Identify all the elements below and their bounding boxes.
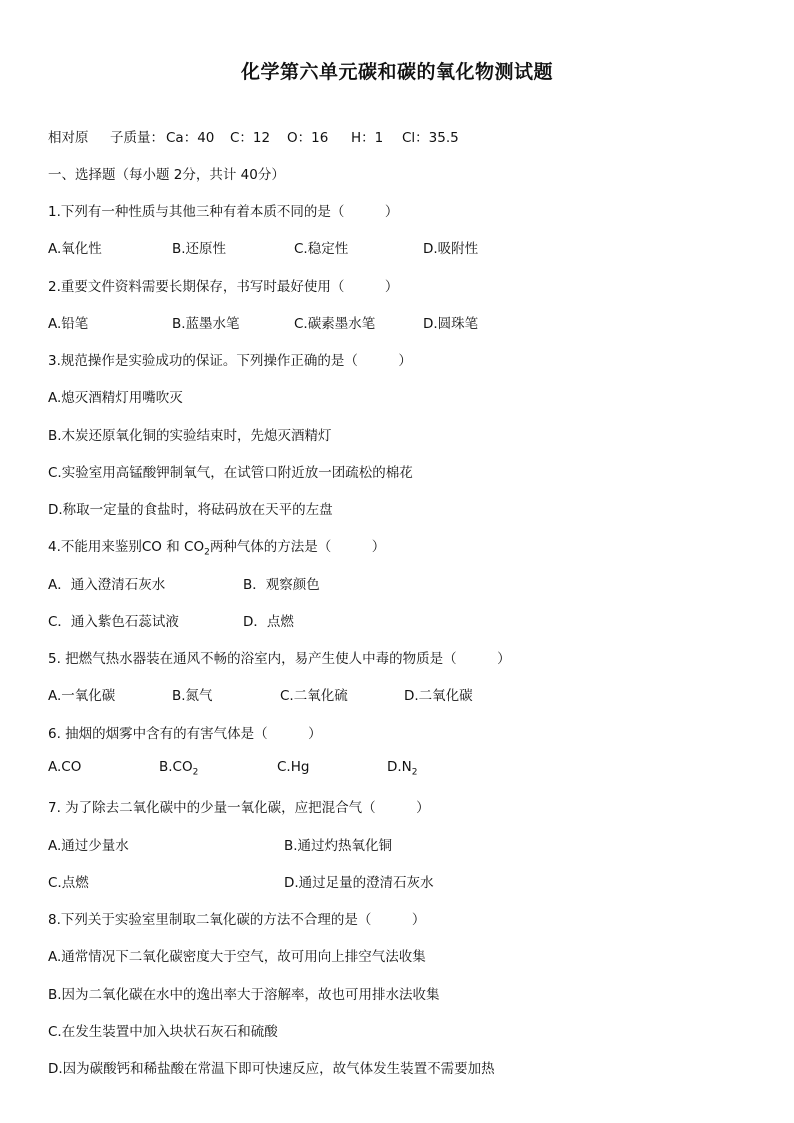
atomic-mass-c: C：12 [230, 130, 271, 146]
option-b[interactable]: B．观察颜色 [243, 577, 320, 593]
question-7-stem: 7. 为了除去二氧化碳中的少量一氧化碳，应把混合气（ ） [48, 800, 430, 816]
option-b[interactable]: B.木炭还原氧化铜的实验结束时，先熄灭酒精灯 [48, 428, 332, 444]
question-3-stem: 3.规范操作是实验成功的保证。下列操作正确的是（ ） [48, 353, 412, 369]
option-d-text: D.N [387, 759, 412, 775]
question-4-stem-b: 两种气体的方法是（ ） [209, 539, 386, 555]
option-d-subscript: 2 [411, 767, 418, 778]
atomic-mass-label-b: 子质量： [110, 130, 164, 146]
option-d[interactable]: D.吸附性 [423, 241, 479, 257]
option-c[interactable]: C．通入紫色石蕊试液 [48, 614, 179, 630]
option-b[interactable]: B.氮气 [172, 688, 213, 704]
question-4-stem-a: 4.不能用来鉴别CO 和 CO [48, 539, 205, 555]
option-d[interactable]: D.通过足量的澄清石灰水 [284, 875, 434, 891]
option-d[interactable] [387, 759, 418, 778]
option-b[interactable]: B.因为二氧化碳在水中的逸出率大于溶解率，故也可用排水法收集 [48, 987, 440, 1003]
option-d[interactable]: D．点燃 [243, 614, 294, 630]
option-b-text: B.CO [159, 759, 193, 775]
atomic-mass-cl: Cl：35.5 [402, 130, 459, 146]
page-title: 化学第六单元碳和碳的氧化物测试题 [240, 61, 553, 83]
atomic-mass-h: H：1 [351, 130, 384, 146]
question-1-stem: 1.下列有一种性质与其他三种有着本质不同的是（ ） [48, 204, 399, 220]
option-a[interactable]: A.氧化性 [48, 241, 102, 257]
option-c[interactable]: C.Hg [277, 759, 310, 775]
option-b[interactable] [159, 759, 198, 778]
option-b-subscript: 2 [192, 767, 199, 778]
option-a[interactable]: A.CO [48, 759, 82, 775]
question-4-subscript: 2 [204, 547, 210, 558]
question-8-stem: 8.下列关于实验室里制取二氧化碳的方法不合理的是（ ） [48, 912, 426, 928]
option-c[interactable]: C.稳定性 [294, 241, 349, 257]
question-5-stem: 5. 把燃气热水器装在通风不畅的浴室内，易产生使人中毒的物质是（ ） [48, 651, 511, 667]
option-c[interactable]: C.实验室用高锰酸钾制氧气，在试管口附近放一团疏松的棉花 [48, 465, 413, 481]
option-c[interactable]: C.点燃 [48, 875, 89, 891]
question-6-stem: 6. 抽烟的烟雾中含有的有害气体是（ ） [48, 726, 322, 742]
question-2-stem: 2.重要文件资料需要长期保存，书写时最好使用（ ） [48, 279, 399, 295]
atomic-mass-ca: Ca：40 [166, 130, 215, 146]
option-c[interactable]: C.碳素墨水笔 [294, 316, 376, 332]
option-a[interactable]: A.铅笔 [48, 316, 89, 332]
option-b[interactable]: B.蓝墨水笔 [172, 316, 240, 332]
option-c[interactable]: C.二氧化硫 [280, 688, 348, 704]
option-a[interactable]: A.通常情况下二氧化碳密度大于空气，故可用向上排空气法收集 [48, 949, 426, 965]
option-d[interactable]: D.因为碳酸钙和稀盐酸在常温下即可快速反应，故气体发生装置不需要加热 [48, 1061, 495, 1077]
option-a[interactable]: A.一氧化碳 [48, 688, 116, 704]
section-heading: 一、选择题（每小题 2分，共计 40分） [48, 167, 285, 183]
option-a[interactable]: A.熄灭酒精灯用嘴吹灭 [48, 390, 183, 406]
option-b[interactable]: B.还原性 [172, 241, 227, 257]
atomic-mass-label-a: 相对原 [48, 130, 89, 146]
option-a[interactable]: A.通过少量水 [48, 838, 129, 854]
option-a[interactable]: A．通入澄清石灰水 [48, 577, 166, 593]
option-d[interactable]: D.称取一定量的食盐时，将砝码放在天平的左盘 [48, 502, 333, 518]
question-4-stem [48, 535, 385, 558]
atomic-mass-o: O：16 [287, 130, 329, 146]
option-c[interactable]: C.在发生装置中加入块状石灰石和硫酸 [48, 1024, 278, 1040]
option-d[interactable]: D.圆珠笔 [423, 316, 479, 332]
option-d[interactable]: D.二氧化碳 [404, 688, 473, 704]
option-b[interactable]: B.通过灼热氧化铜 [284, 838, 393, 854]
